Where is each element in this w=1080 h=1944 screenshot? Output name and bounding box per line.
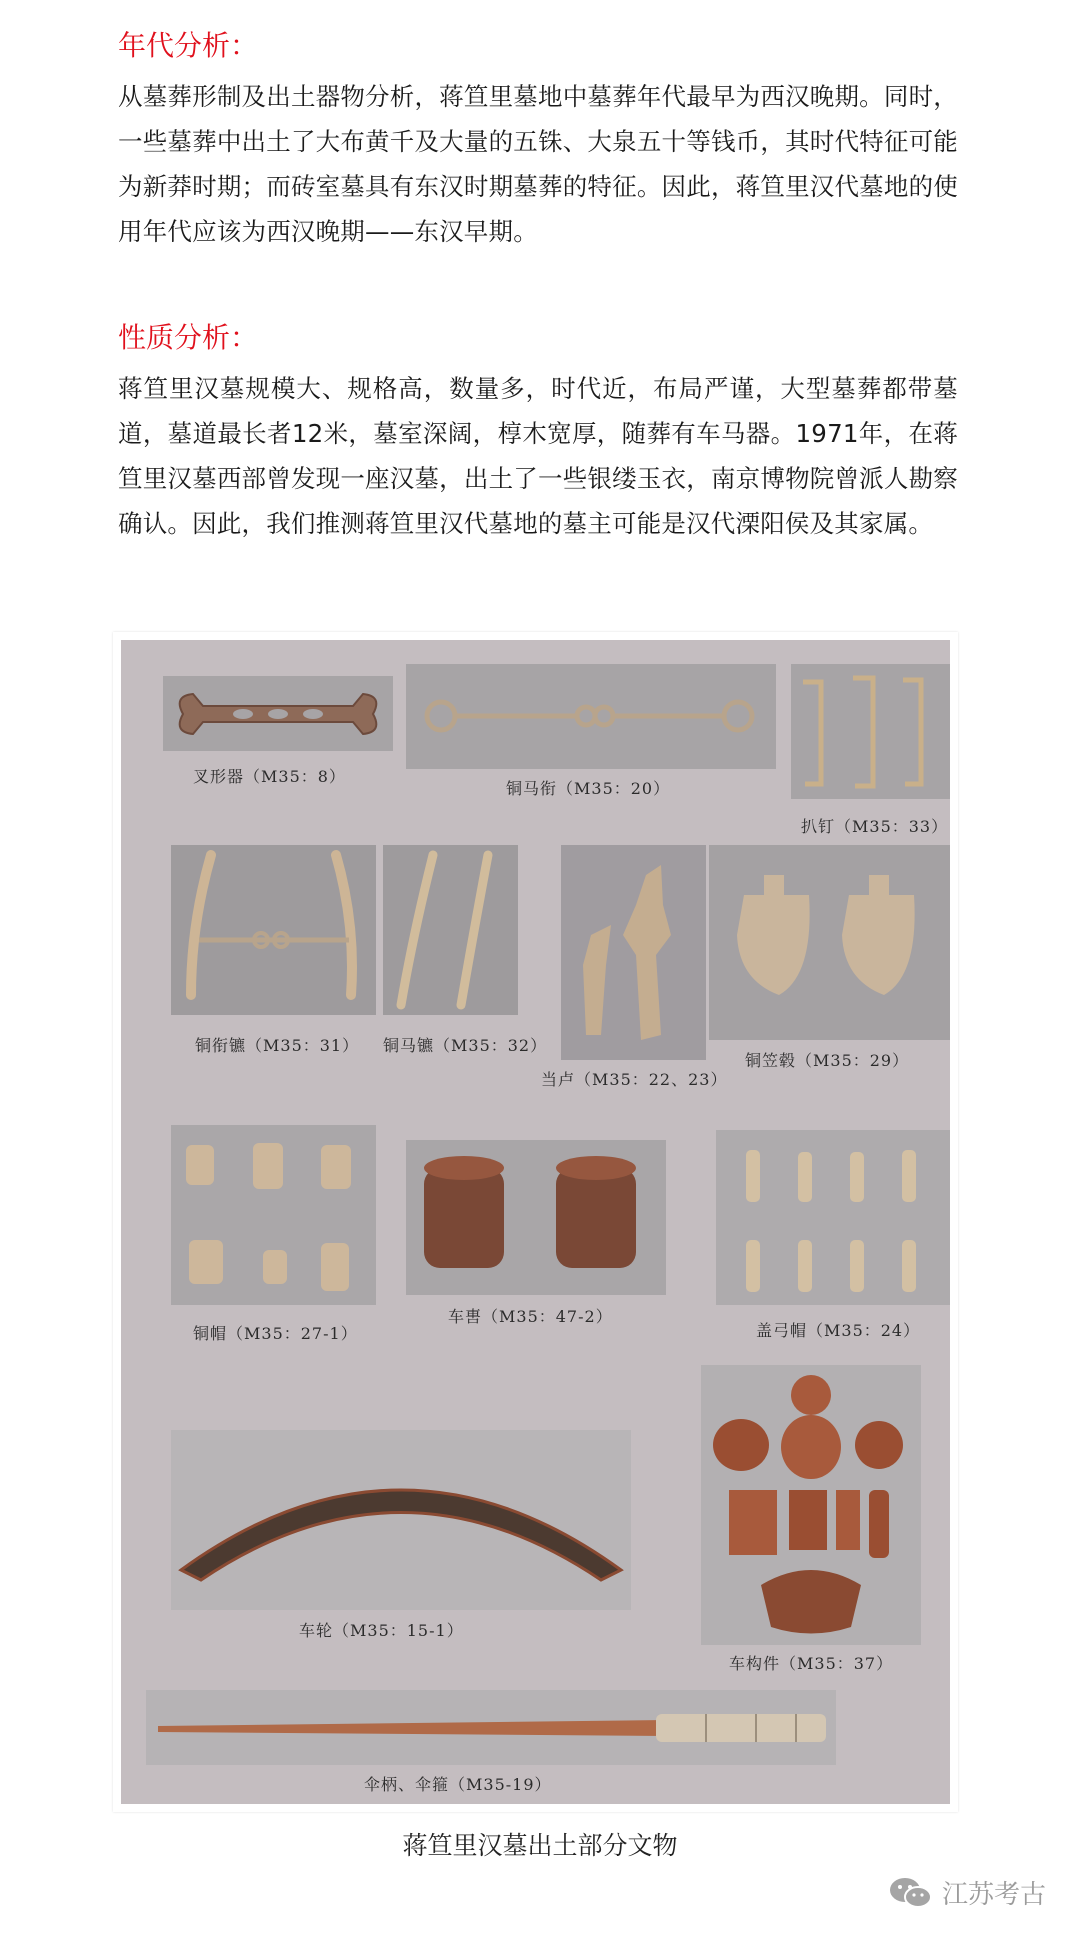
label-fork: 叉形器（M35：8）	[193, 767, 346, 786]
artifact-hubcap	[709, 845, 950, 1070]
watermark	[888, 1874, 1046, 1911]
section-body-date: 从墓葬形制及出土器物分析，蒋笪里墓地中墓葬年代最早为西汉晚期。同时，一些墓葬中出土了大布黄千及大量的五铢、大泉五十等钱币，其时代特征可能为新莽时期；而砖室墓具有东汉时期墓葬的特征。因此，蒋笪里汉代墓地的使用年代应该为西汉晚期——东汉早期。	[118, 82, 958, 246]
label-staple: 扒钉（M35：33）	[801, 817, 949, 836]
label-horse-bit: 铜马衔（M35：20）	[506, 779, 671, 798]
umbrella-handle-image	[146, 1690, 836, 1765]
artifact-wheel	[171, 1430, 631, 1640]
wheel-image	[171, 1430, 631, 1610]
artifact-fork	[163, 676, 393, 786]
section-body-nature: 蒋笪里汉墓规模大、规格高，数量多，时代近，布局严谨，大型墓葬都带墓道，墓道最长者12米，墓室深阔，椁木宽厚，随葬有车马器。1971年，在蒋笪里汉墓西部曾发现一座汉墓，出土了一些银缕玉衣，南京博物院曾派人勘察确认。因此，我们推测蒋笪里汉代墓地的墓主可能是汉代溧阳侯及其家属。	[118, 374, 958, 538]
label-bow-cap: 盖弓帽（M35：24）	[756, 1321, 921, 1340]
label-wheel: 车轮（M35：15-1）	[299, 1621, 464, 1640]
cheekpiece-32-image	[383, 845, 518, 1015]
bow-cap-image	[716, 1130, 950, 1305]
horse-bit-image	[406, 664, 776, 769]
label-bronze-caps: 铜帽（M35：27-1）	[193, 1324, 358, 1343]
label-cheekpiece-32: 铜马镳（M35：32）	[383, 1036, 548, 1055]
artifact-plate	[113, 632, 958, 1812]
artifact-plate-background	[121, 640, 950, 1804]
section-heading-date: 年代分析：	[118, 29, 259, 62]
axle-cap-image	[406, 1140, 666, 1295]
staple-image	[791, 664, 950, 799]
artifact-staple	[791, 664, 950, 844]
artifact-bow-cap	[716, 1130, 950, 1350]
carriage-parts-image	[701, 1365, 921, 1645]
artifact-horse-bit	[406, 664, 776, 798]
artifact-umbrella-handle	[146, 1690, 836, 1800]
article	[118, 22, 958, 546]
label-umbrella-handle: 伞柄、伞箍（M35-19）	[364, 1775, 552, 1794]
cheekpiece-31-image	[171, 845, 376, 1015]
artifact-axle-cap	[406, 1140, 676, 1330]
artifact-bronze-caps	[171, 1125, 381, 1345]
figure-caption: 蒋笪里汉墓出土部分文物	[402, 1831, 678, 1860]
hubcap-image	[709, 845, 950, 1040]
artifact-carriage-parts	[701, 1365, 926, 1675]
label-carriage-parts: 车构件（M35：37）	[729, 1654, 894, 1673]
label-danglu: 当卢（M35：22、23）	[541, 1070, 728, 1089]
artifact-cheekpiece-32	[383, 845, 558, 1055]
bronze-caps-image	[171, 1125, 376, 1305]
wechat-icon	[888, 1876, 934, 1910]
label-cheekpiece-31: 铜衔镳（M35：31）	[195, 1036, 360, 1055]
fork-image	[163, 676, 393, 751]
artifact-danglu	[541, 845, 728, 1089]
danglu-image	[551, 845, 716, 1060]
watermark-text: 江苏考古	[941, 1880, 1046, 1910]
artifact-cheekpiece-31	[171, 845, 381, 1055]
section-heading-nature: 性质分析：	[118, 321, 259, 354]
label-hubcap: 铜笠毂（M35：29）	[745, 1051, 910, 1070]
label-axle-cap: 车軎（M35：47-2）	[448, 1307, 613, 1326]
